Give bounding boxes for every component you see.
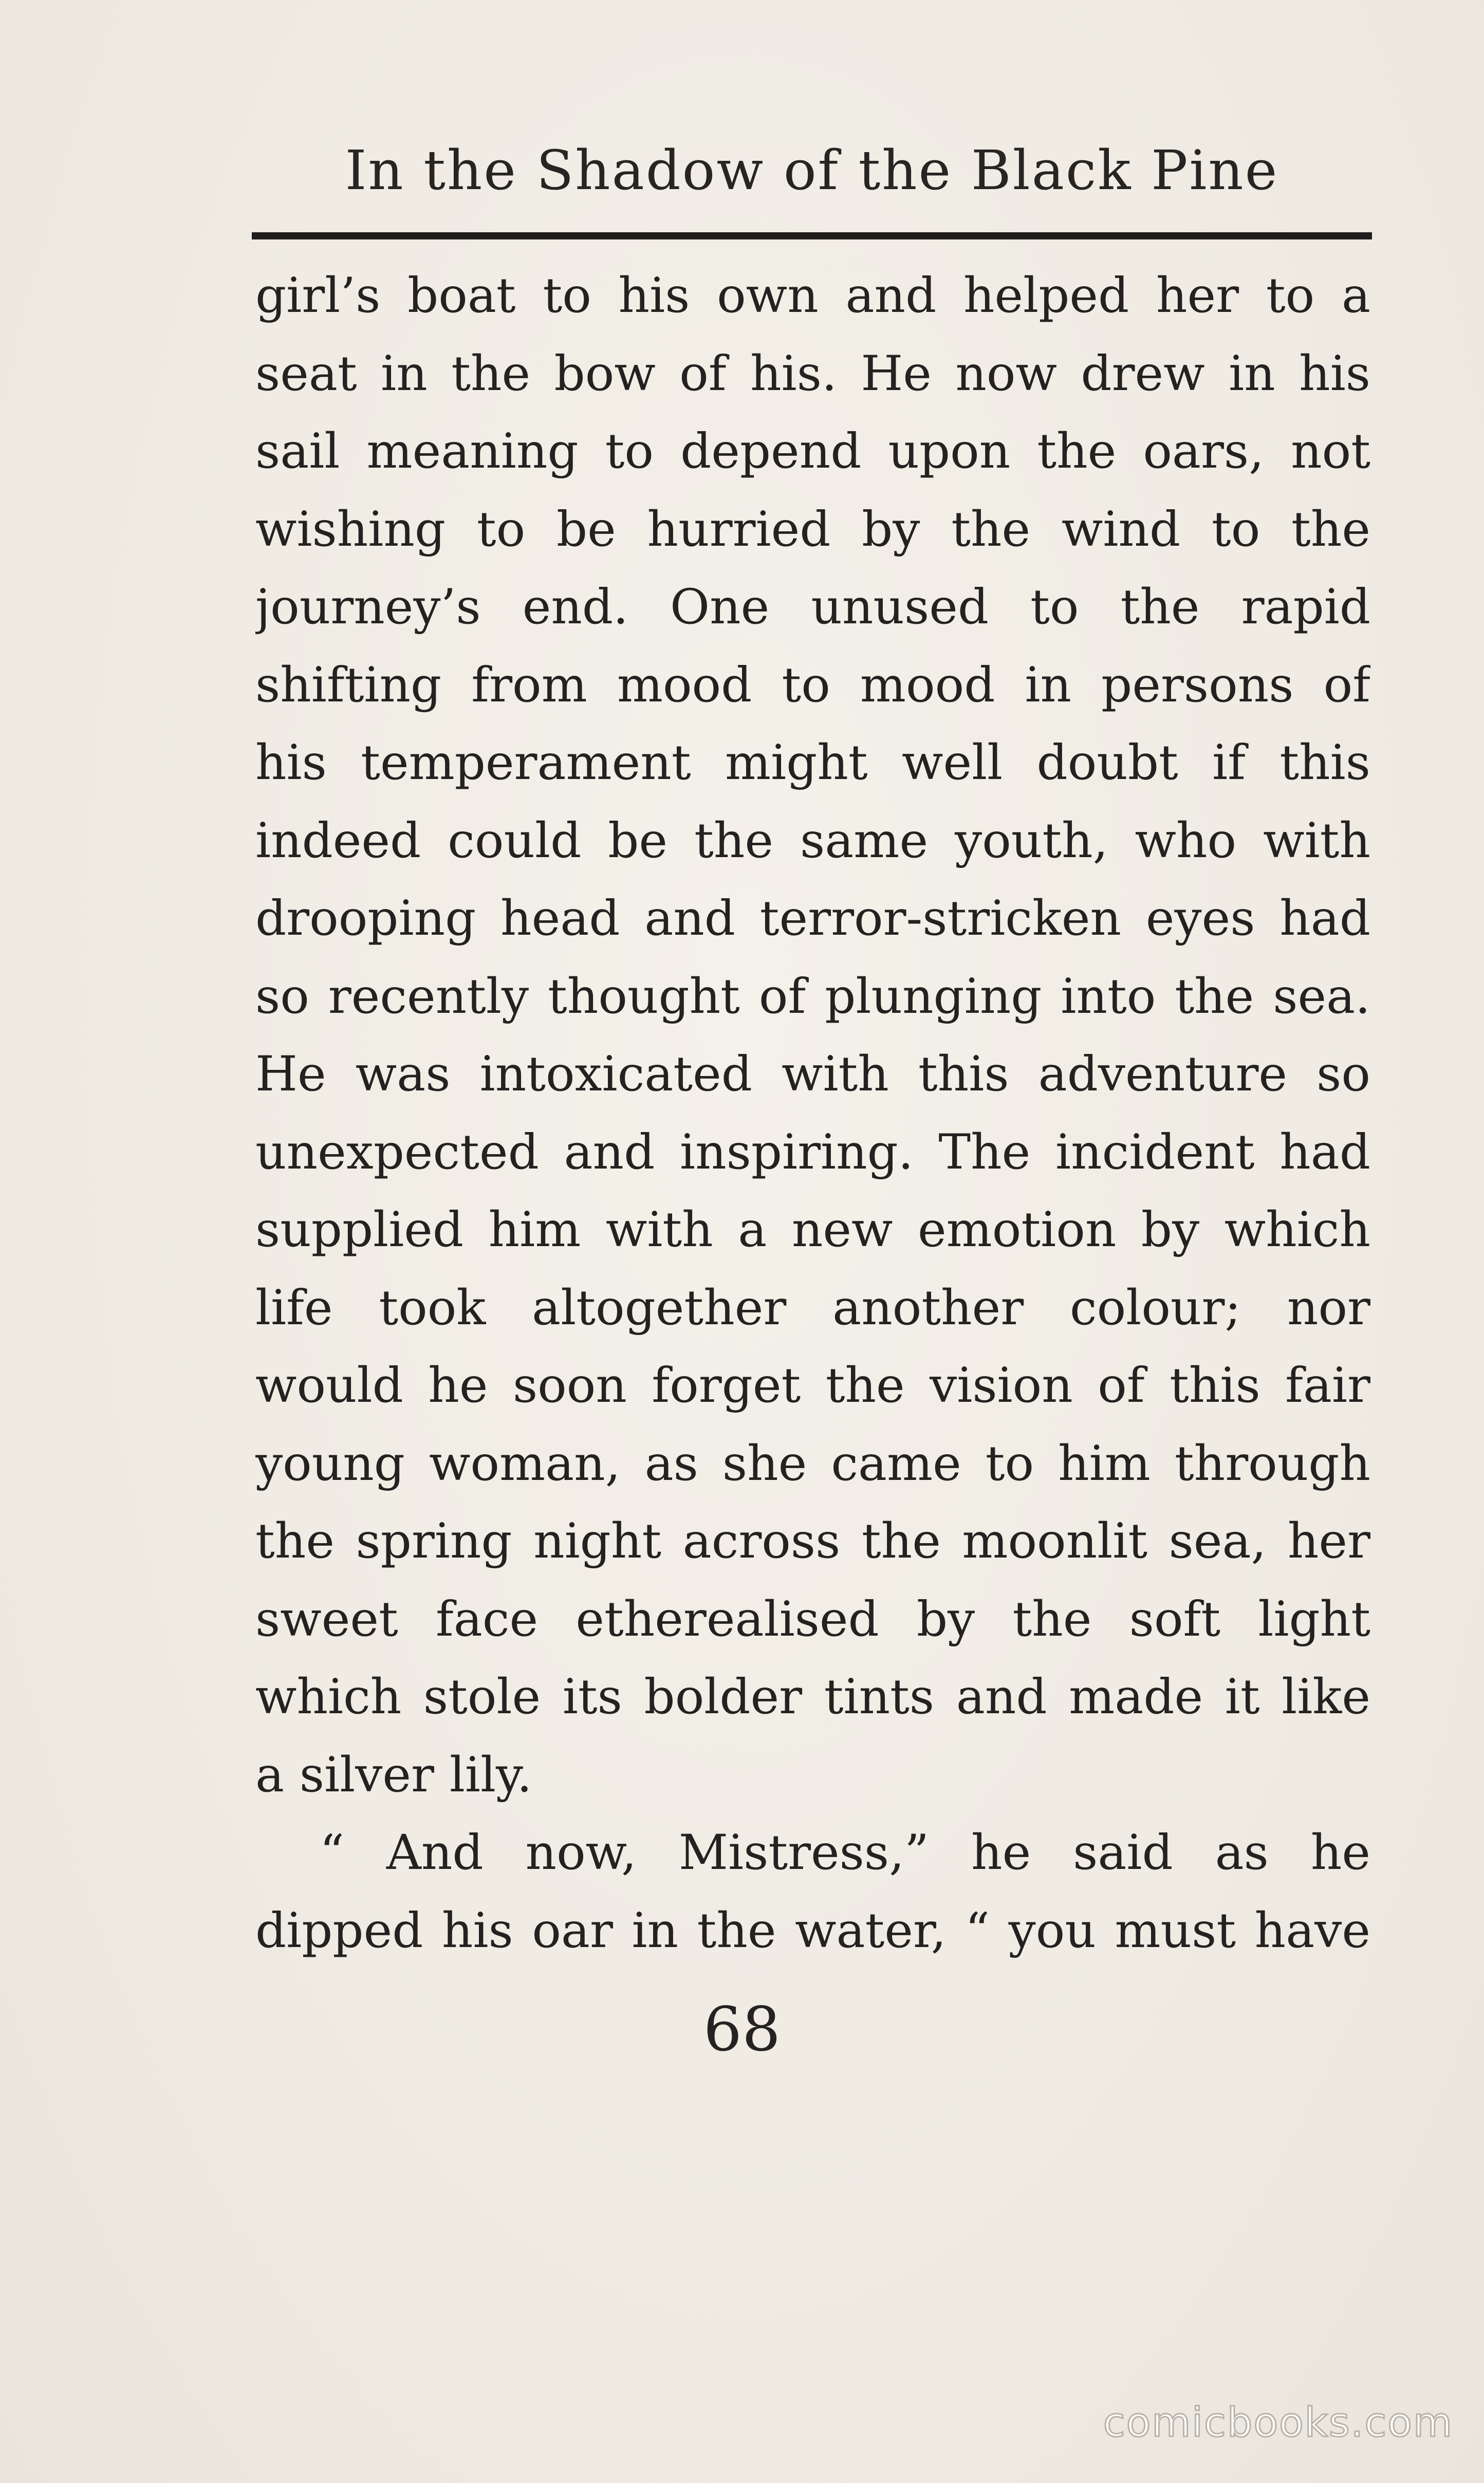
watermark-logo: comicbooks.com <box>1103 2400 1453 2446</box>
text-line: seat in the bow of his. He now drew in his <box>255 345 1370 402</box>
text-line: the spring night across the moonlit sea, her <box>255 1513 1370 1569</box>
text-line: would he soon forget the vision of this fair <box>255 1358 1370 1414</box>
text-line: dipped his oar in the water, “ you must have <box>255 1902 1370 1959</box>
text-line-paragraph-start: “ And now, Mistress,” he said as he <box>320 1825 1370 1881</box>
text-line: drooping head and terror-stricken eyes had <box>255 891 1370 947</box>
text-line: girl’s boat to his own and helped her to a <box>255 268 1370 324</box>
body-text <box>255 257 1370 1970</box>
text-line: sail meaning to depend upon the oars, not <box>255 423 1370 479</box>
text-line: journey’s end. One unused to the rapid <box>255 579 1370 635</box>
text-line: life took altogether another colour; nor <box>255 1280 1370 1336</box>
text-line: his temperament might well doubt if this <box>255 735 1370 791</box>
header-rule <box>252 232 1372 239</box>
text-line: shifting from mood to mood in persons of <box>255 657 1370 713</box>
text-line: sweet face etherealised by the soft light <box>255 1591 1370 1647</box>
text-line: He was intoxicated with this adventure so <box>255 1046 1370 1102</box>
running-head-title: In the Shadow of the Black Pine <box>345 139 1279 202</box>
text-line: wishing to be hurried by the wind to the <box>255 501 1370 558</box>
text-line-paragraph-end: a silver lily. <box>255 1747 532 1803</box>
text-line: indeed could be the same youth, who with <box>255 812 1370 869</box>
text-line: young woman, as she came to him through <box>255 1435 1370 1492</box>
page-number: 68 <box>703 1994 781 2065</box>
text-line: so recently thought of plunging into the sea. <box>255 968 1370 1025</box>
text-line: unexpected and inspiring. The incident had <box>255 1124 1370 1180</box>
text-line: supplied him with a new emotion by which <box>255 1202 1370 1258</box>
text-line: which stole its bolder tints and made it like <box>255 1669 1370 1725</box>
